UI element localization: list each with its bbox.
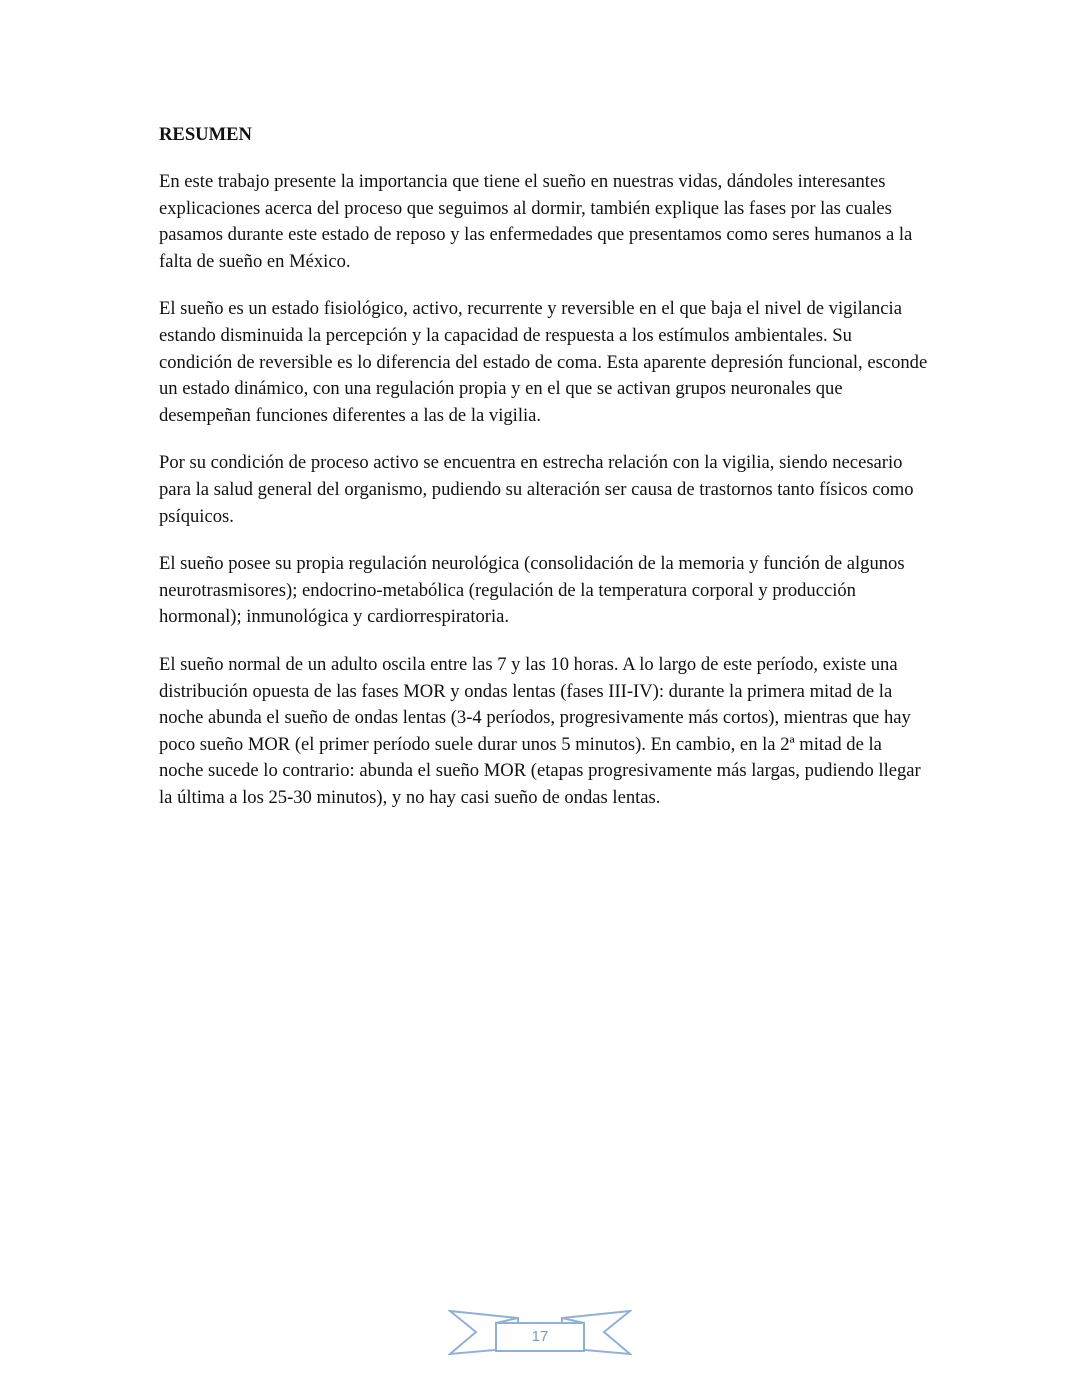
page-body [159, 122, 929, 832]
page-number-footer [448, 1308, 632, 1360]
paragraph-5: El sueño normal de un adulto oscila entre las 7 y las 10 horas. A lo largo de este período, existe una distribución opuesta de las fases MOR y ondas lentas (fases III-IV): durante la primera mitad de la noche abunda el sueño de ondas lentas (3-4 períodos, progresivamente más cortos), mientras que hay poco sueño MOR (el primer período suele durar unos 5 minutos). En cambio, en la 2ª mitad de la noche sucede lo contrario: abunda el sueño MOR (etapas progresivamente más largas, pudiendo llegar la última a los 25-30 minutos), y no hay casi sueño de ondas lentas. [159, 653, 921, 808]
paragraph-1: En este trabajo presente la importancia que tiene el sueño en nuestras vidas, dándoles interesantes explicaciones acerca del proceso que seguimos al dormir, también explique las fases por las cuales pasamos durante este estado de reposo y las enfermedades que presentamos como seres humanos a la falta de sueño en México. [159, 171, 913, 272]
paragraph-4: El sueño posee su propia regulación neurológica (consolidación de la memoria y función de algunos neurotrasmisores); endocrino-metabólica (regulación de la temperatura corporal y producción hormonal); inmunológica y cardiorrespiratoria. [159, 553, 905, 628]
section-heading: RESUMEN [159, 124, 252, 145]
page-number: 17 [531, 1328, 549, 1345]
paragraph-3: Por su condición de proceso activo se encuentra en estrecha relación con la vigilia, siendo necesario para la salud general del organismo, pudiendo su alteración ser causa de trastornos tanto físicos como psíquicos. [159, 452, 914, 527]
paragraph-2: El sueño es un estado fisiológico, activo, recurrente y reversible en el que baja el nivel de vigilancia estando disminuida la percepción y la capacidad de respuesta a los estímulos ambientales. Su condición de reversible es lo diferencia del estado de coma. Esta aparente depresión funcional, esconde un estado dinámico, con una regulación propia y en el que se activan grupos neuronales que desempeñan funciones diferentes a las de la vigilia. [159, 298, 928, 426]
